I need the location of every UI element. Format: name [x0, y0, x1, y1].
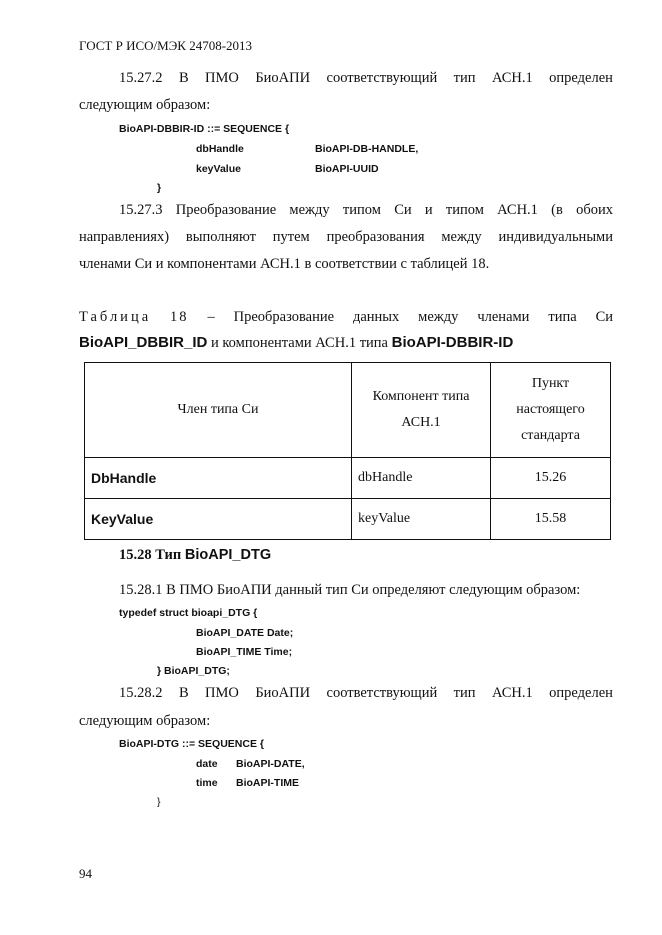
caption-word: членами	[477, 309, 530, 325]
caption-asn-name: BioAPI-DBBIR-ID	[391, 334, 514, 351]
code-field-type: BioAPI-UUID	[315, 163, 379, 175]
word: АСН.1	[491, 70, 533, 86]
caption-word: Таблица	[79, 309, 152, 325]
code-field-name: time	[196, 777, 218, 789]
table-row	[85, 458, 611, 499]
code-field-type: BioAPI-DATE,	[236, 758, 305, 770]
code-field-type: BioAPI-TIME	[236, 777, 299, 789]
word: БиоАПИ	[255, 70, 311, 86]
word: АСН.1	[491, 685, 533, 701]
header-section-line1: Пункт	[531, 376, 570, 391]
cell-member: DbHandle	[85, 458, 352, 499]
word: определен	[549, 685, 613, 701]
paragraph-15-27-3-line3: членами Си и компонентами АСН.1 в соответствии с таблицей 18.	[79, 256, 490, 272]
section-heading-15-28	[119, 546, 271, 564]
word: соответствующий	[326, 685, 438, 701]
word: тип	[453, 70, 476, 86]
caption-word: Си	[595, 309, 613, 325]
table-caption-line2	[79, 334, 513, 352]
table-row	[85, 499, 611, 540]
word: определен	[549, 70, 613, 86]
code-line: }	[157, 796, 161, 808]
cell-component: dbHandle	[352, 458, 491, 499]
caption-word: между	[418, 309, 459, 325]
paragraph-15-27-2-line2: следующим образом:	[79, 97, 211, 113]
code-field-name: date	[196, 758, 218, 770]
code-line: BioAPI_TIME Time;	[196, 646, 293, 658]
caption-word: данных	[352, 309, 400, 325]
section-heading-prefix: 15.28 Тип	[119, 547, 185, 563]
cell-component: keyValue	[352, 499, 491, 540]
section-heading-type: BioAPI_DTG	[184, 547, 272, 563]
header-member	[85, 363, 352, 458]
caption-type-name: BioAPI_DBBIR_ID	[79, 334, 208, 351]
code-line: BioAPI-DTG ::= SEQUENCE {	[119, 738, 264, 750]
word: 15.27.2	[119, 70, 163, 86]
caption-word: Преобразование	[233, 309, 335, 325]
word: соответствующий	[326, 70, 438, 86]
paragraph-15-27-3-line2: направлениях) выполняют путем преобразования между индивидуальными	[79, 229, 613, 245]
word: ПМО	[205, 685, 239, 701]
running-header: ГОСТ Р ИСО/МЭК 24708-2013	[79, 38, 253, 53]
code-line: BioAPI-DBBIR-ID ::= SEQUENCE {	[119, 123, 290, 135]
code-line: } BioAPI_DTG;	[157, 665, 230, 677]
paragraph-15-27-2-line1	[119, 70, 613, 87]
word: БиоАПИ	[255, 685, 311, 701]
table-header-row	[85, 363, 611, 458]
word: В	[178, 685, 189, 701]
table-caption-line1	[79, 309, 613, 326]
caption-word: 18	[170, 309, 189, 325]
code-line: }	[157, 182, 162, 194]
header-section-line2: настоящего	[516, 402, 585, 417]
paragraph-15-27-3-line1: 15.27.3 Преобразование между типом Си и типом АСН.1 (в обоих	[119, 202, 613, 218]
header-section-line3: стандарта	[521, 428, 580, 443]
word: В	[178, 70, 189, 86]
paragraph-15-28-2-line1	[119, 685, 613, 702]
code-field-name: keyValue	[196, 163, 241, 175]
caption-word: –	[207, 309, 215, 325]
code-field-name: dbHandle	[196, 143, 244, 155]
paragraph-15-28-2-line2: следующим образом:	[79, 713, 211, 729]
cell-section: 15.26	[491, 458, 611, 499]
code-line: BioAPI_DATE Date;	[196, 627, 294, 639]
header-component-line1: Компонент типа	[372, 389, 470, 404]
header-component-line2: АСН.1	[401, 415, 441, 430]
cell-section: 15.58	[491, 499, 611, 540]
code-line: typedef struct bioapi_DTG {	[119, 607, 258, 619]
word: 15.28.2	[119, 685, 163, 701]
caption-word: типа	[548, 309, 577, 325]
code-field-type: BioAPI-DB-HANDLE,	[315, 143, 419, 155]
page-number: 94	[79, 866, 92, 881]
cell-member: KeyValue	[85, 499, 352, 540]
header-member-text: Член типа Си	[177, 402, 259, 417]
header-component	[352, 363, 491, 458]
caption-mid-text: и компонентами АСН.1 типа	[207, 335, 392, 351]
word: ПМО	[205, 70, 239, 86]
paragraph-15-28-1: 15.28.1 В ПМО БиоАПИ данный тип Си определяют следующим образом:	[119, 582, 581, 598]
word: тип	[453, 685, 476, 701]
header-section	[491, 363, 611, 458]
conversion-table	[84, 362, 611, 540]
